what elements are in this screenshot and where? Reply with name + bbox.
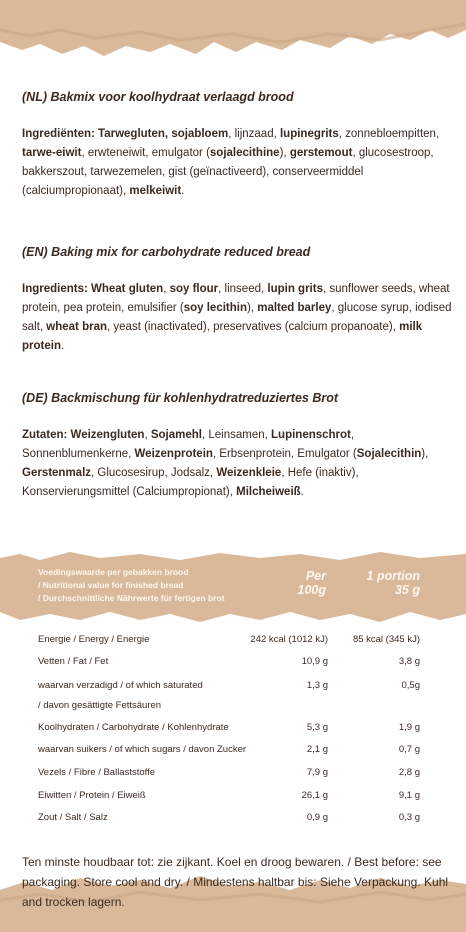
col-per-line: 100g — [297, 583, 326, 597]
nutrient-label: Vetten / Fat / Fet — [38, 656, 109, 667]
ingredient-text: , — [144, 429, 151, 441]
ingredient-bold: Ingrediënten: Tarwegluten — [22, 128, 165, 140]
ingredient-text: ), — [421, 448, 429, 460]
ingredient-bold: Lupinenschrot — [271, 429, 351, 441]
value-portion: 0,7 g — [398, 744, 420, 755]
ingredient-bold: , — [164, 128, 172, 140]
nutrient-label: Vezels / Fibre / Ballaststoffe — [38, 767, 156, 778]
ingredient-bold: Ingredients: Wheat gluten — [22, 283, 164, 295]
column-header-portion — [348, 569, 420, 597]
ingredients-text — [22, 426, 452, 502]
ingredient-text: , glucose syrup, iodised salt, — [22, 302, 452, 333]
ingredient-text: ), — [247, 302, 258, 314]
storage-note: Ten minste houdbaar tot: zie zijkant. Koel en droog bewaren. / Best before: see packaging. Store cool and dry. / Mindestens haltbar bis: Siehe Verpackung. Kuhl and trocken lagern. — [22, 855, 449, 909]
ingredient-bold: Zutaten: Weizengluten — [22, 429, 145, 441]
ingredient-bold: melkeiwit — [129, 185, 182, 197]
section-en — [22, 244, 452, 356]
ingredient-bold: lupin grits — [267, 283, 323, 295]
ingredient-text: , Erbsenprotein, Emulgator ( — [212, 448, 357, 460]
value-portion: 9,1 g — [398, 790, 420, 801]
ingredient-text: , zonnebloempitten, — [338, 128, 440, 140]
ingredient-bold: milk protein — [22, 321, 423, 352]
ingredient-text: . — [300, 486, 304, 498]
nutrition-header-label — [38, 566, 288, 605]
value-per-100g: 1,3 g — [306, 680, 328, 691]
ingredient-bold: Sojamehl — [150, 429, 202, 441]
section-title: (NL) Bakmix voor koolhydraat verlaagd brood — [22, 90, 294, 104]
value-per-100g: 0,9 g — [306, 812, 328, 823]
ingredient-text: , sunflower seeds, wheat protein, pea protein, emulsifier ( — [22, 283, 450, 314]
ingredient-text: , linseed, — [218, 283, 268, 295]
section-title: (EN) Baking mix for carbohydrate reduced bread — [22, 245, 311, 259]
nutrient-label: Koolhydraten / Carbohydrate / Kohlenhydrate — [38, 722, 229, 733]
header-line: / Nutritional value for finished bread — [38, 580, 184, 590]
ingredient-bold: lupinegrits — [279, 128, 339, 140]
ingredient-bold: Weizenkleie — [216, 467, 282, 479]
torn-paper-top — [0, 0, 466, 64]
value-portion: 3,8 g — [398, 656, 420, 667]
ingredient-text: , — [163, 283, 170, 295]
nutrient-label-line: waarvan verzadigd / of which saturated — [38, 680, 203, 691]
value-per-100g: 26,1 g — [301, 790, 328, 801]
nutrient-label-line: / davon gesättigte Fettsäuren — [38, 700, 162, 711]
value-portion: 1,9 g — [398, 722, 420, 733]
ingredient-text: , lijnzaad, — [228, 128, 280, 140]
ingredients-text — [22, 125, 452, 201]
ingredient-text: , yeast (inactivated), preservatives (calcium propanoate), — [107, 321, 400, 333]
nutrient-label: waarvan suikers / of which sugars / davon Zucker — [38, 744, 247, 755]
ingredient-bold: sojabloem — [171, 128, 229, 140]
col-per-line: Per — [305, 569, 326, 583]
ingredient-bold: soy flour — [169, 283, 219, 295]
col-portion-line: 1 portion — [366, 569, 420, 583]
value-portion: 85 kcal (345 kJ) — [352, 634, 420, 645]
header-line: / Durchschnittliche Nährwerte für fertigen brot — [38, 593, 225, 603]
ingredient-text: , erwteneiwit, emulgator ( — [81, 147, 210, 159]
ingredient-bold: sojalecithine — [209, 147, 280, 159]
nutrient-label: Zout / Salt / Salz — [38, 812, 108, 823]
value-per-100g: 2,1 g — [306, 744, 328, 755]
value-per-100g: 10,9 g — [301, 656, 328, 667]
nutrient-label: Eiwitten / Protein / Eiweiß — [38, 790, 146, 801]
value-per-100g: 5,3 g — [306, 722, 328, 733]
section-nl — [22, 89, 452, 201]
ingredient-text: . — [181, 185, 185, 197]
ingredient-bold: malted barley — [257, 302, 332, 314]
ingredient-bold: Milcheiweiß — [236, 486, 301, 498]
ingredient-bold: wheat bran — [46, 321, 108, 333]
ingredient-text: , Hefe (inaktiv), Konservierungsmittel (Calciumpropionat), — [22, 467, 359, 498]
ingredient-text: , Sonnenblumenkerne, — [22, 429, 355, 460]
header-line: Voedingswaarde per gebakken brood — [38, 567, 189, 577]
value-per-100g: 7,9 g — [306, 767, 328, 778]
section-title: (DE) Backmischung für kohlenhydratreduziertes Brot — [22, 391, 339, 405]
ingredient-text: . — [60, 340, 65, 352]
value-per-100g: 242 kcal (1012 kJ) — [250, 634, 328, 645]
col-portion-line: 35 g — [394, 583, 420, 597]
ingredient-bold: Sojalecithin — [356, 448, 422, 460]
ingredient-text: , glucosestroop, bakkerszout, tarwezemelen, gist (geïnactiveerd), conserveermiddel (calciumpropionaat), — [22, 147, 434, 197]
ingredient-text: , Glucosesirup, Jodsalz, — [91, 467, 217, 479]
section-de — [22, 390, 452, 502]
value-portion: 0,3 g — [398, 812, 420, 823]
ingredient-bold: Gerstenmalz — [22, 467, 92, 479]
ingredient-bold: gerstemout — [289, 147, 353, 159]
nutrient-label: Energie / Energy / Energie — [38, 634, 150, 645]
ingredients-text — [22, 280, 452, 356]
column-header-per-100g — [276, 569, 326, 597]
value-portion: 0,5g — [401, 680, 420, 691]
ingredient-bold: soy lecithin — [183, 302, 247, 314]
ingredient-text: ), — [279, 147, 290, 159]
ingredient-text: , Leinsamen, — [201, 429, 272, 441]
ingredient-bold: Weizenprotein — [134, 448, 213, 460]
ingredient-bold: tarwe-eiwit — [22, 147, 82, 159]
value-portion: 2,8 g — [398, 767, 420, 778]
